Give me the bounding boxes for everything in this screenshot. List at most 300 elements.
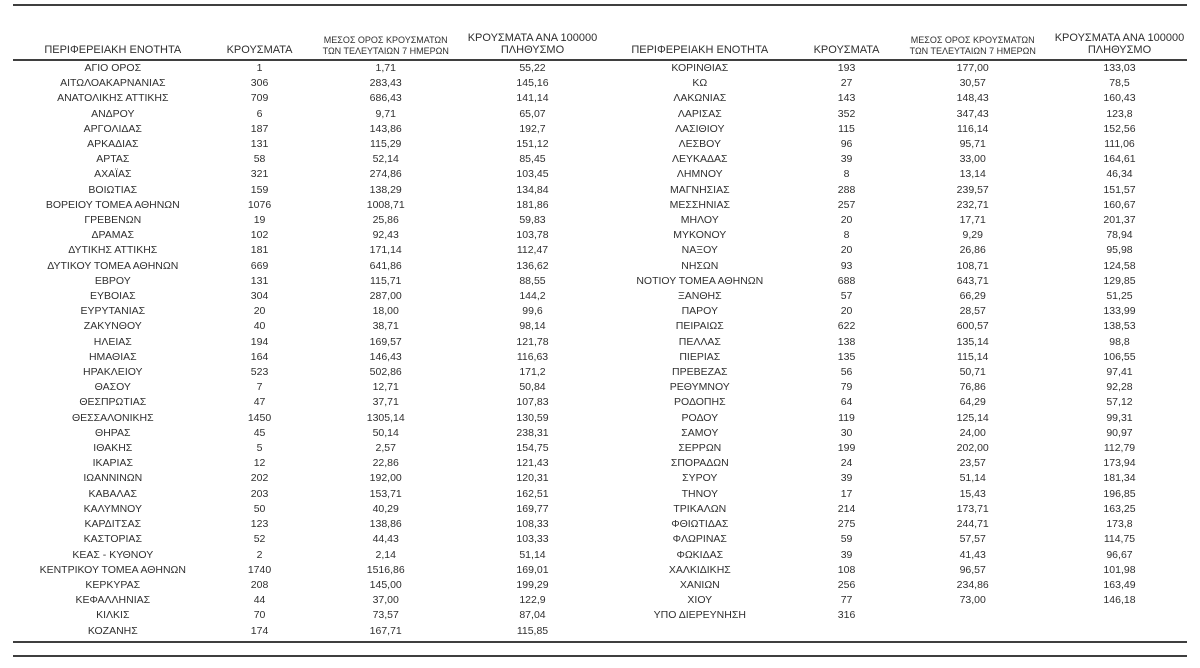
avg7-cell: 232,71 bbox=[956, 198, 989, 211]
region-cell: ΑΡΓΟΛΙΔΑΣ bbox=[83, 122, 142, 135]
table-row bbox=[600, 395, 1187, 410]
region-cell: ΒΟΡΕΙΟΥ ΤΟΜΕΑ ΑΘΗΝΩΝ bbox=[45, 198, 180, 211]
cases-cell: 5 bbox=[256, 442, 263, 455]
table-row bbox=[600, 426, 1187, 441]
table-row bbox=[13, 578, 600, 593]
table-row bbox=[13, 137, 600, 152]
avg7-cell: 18,00 bbox=[372, 305, 399, 318]
cases-cell: 40 bbox=[253, 320, 266, 333]
region-cell: ΚΟΡΙΝΘΙΑΣ bbox=[671, 62, 729, 74]
per100k-cell: 90,97 bbox=[1106, 426, 1133, 439]
cases-cell: 256 bbox=[837, 578, 856, 591]
per100k-cell: 78,94 bbox=[1106, 229, 1133, 242]
cases-cell: 159 bbox=[250, 183, 269, 196]
avg7-cell: 167,71 bbox=[369, 624, 402, 637]
cases-cell: 56 bbox=[840, 366, 853, 379]
table-row bbox=[600, 532, 1187, 547]
table-row bbox=[600, 456, 1187, 471]
cases-cell: 17 bbox=[840, 487, 853, 500]
cases-cell: 27 bbox=[840, 77, 853, 90]
per100k-cell: 51,14 bbox=[519, 548, 546, 561]
per100k-cell: 151,57 bbox=[1103, 183, 1136, 196]
cases-cell: 203 bbox=[250, 487, 269, 500]
region-cell: ΥΠΟ ΔΙΕΡΕΥΝΗΣΗ bbox=[653, 609, 746, 622]
per100k-cell: 65,07 bbox=[519, 107, 546, 120]
cases-cell: 709 bbox=[250, 92, 269, 105]
table-row bbox=[13, 593, 600, 608]
cases-cell: 59 bbox=[840, 533, 853, 546]
cases-cell: 57 bbox=[840, 290, 853, 303]
region-cell: ΑΙΤΩΛΟΑΚΑΡΝΑΝΙΑΣ bbox=[60, 77, 166, 90]
cases-cell: 214 bbox=[837, 502, 856, 515]
cases-cell: 52 bbox=[253, 533, 266, 546]
cases-cell: 45 bbox=[253, 426, 266, 439]
table-row bbox=[13, 274, 600, 289]
per100k-cell: 103,78 bbox=[516, 229, 549, 242]
per100k-cell: 173,8 bbox=[1106, 518, 1133, 531]
cases-cell: 202 bbox=[250, 472, 269, 485]
table-row bbox=[13, 335, 600, 350]
table-row bbox=[600, 441, 1187, 456]
avg7-cell: 643,71 bbox=[956, 274, 989, 287]
avg7-cell: 73,00 bbox=[959, 594, 986, 607]
avg7-cell: 138,29 bbox=[369, 183, 402, 196]
table-row bbox=[13, 441, 600, 456]
table-row bbox=[600, 213, 1187, 228]
avg7-cell: 502,86 bbox=[369, 366, 402, 379]
cases-cell: 64 bbox=[840, 396, 853, 409]
cases-cell: 8 bbox=[843, 229, 850, 242]
region-cell: ΖΑΚΥΝΘΟΥ bbox=[83, 320, 142, 333]
cases-cell: 108 bbox=[837, 563, 856, 576]
cases-cell: 20 bbox=[253, 305, 266, 318]
avg7-cell: 30,57 bbox=[959, 77, 986, 90]
cases-cell: 306 bbox=[250, 77, 269, 90]
cases-cell: 6 bbox=[256, 107, 263, 120]
per100k-cell: 55,22 bbox=[519, 62, 546, 74]
regional-cases-table-right bbox=[600, 6, 1187, 624]
avg7-cell: 600,57 bbox=[956, 320, 989, 333]
per100k-cell: 151,12 bbox=[516, 138, 549, 151]
region-cell: ΚΕΡΚΥΡΑΣ bbox=[85, 578, 141, 591]
per100k-cell: 171,2 bbox=[519, 366, 546, 379]
table-header-left bbox=[13, 6, 600, 60]
per100k-cell: 59,83 bbox=[519, 214, 546, 227]
avg7-cell: 148,43 bbox=[956, 92, 989, 105]
per100k-cell: 108,33 bbox=[516, 518, 549, 531]
table-row bbox=[13, 365, 600, 380]
table-row bbox=[13, 243, 600, 258]
per100k-cell: 51,25 bbox=[1106, 290, 1133, 303]
avg7-cell: 1,71 bbox=[375, 62, 396, 74]
cases-cell: 523 bbox=[250, 366, 269, 379]
cases-cell: 1076 bbox=[247, 198, 272, 211]
cases-cell: 131 bbox=[250, 274, 269, 287]
table-row bbox=[13, 152, 600, 167]
table-row bbox=[13, 426, 600, 441]
table-row bbox=[13, 198, 600, 213]
region-cell: ΣΠΟΡΑΔΩΝ bbox=[670, 457, 729, 470]
cases-cell: 1740 bbox=[247, 563, 272, 576]
table-row bbox=[13, 608, 600, 623]
per100k-cell: 120,31 bbox=[516, 472, 549, 485]
region-cell: ΛΑΡΙΣΑΣ bbox=[677, 107, 722, 120]
region-cell: ΣΥΡΟΥ bbox=[682, 472, 718, 485]
table-row bbox=[600, 517, 1187, 532]
per100k-cell: 134,84 bbox=[516, 183, 549, 196]
region-cell: ΝΗΣΩΝ bbox=[681, 259, 719, 272]
per100k-cell: 160,67 bbox=[1103, 198, 1136, 211]
region-cell: ΑΝΔΡΟΥ bbox=[91, 107, 135, 120]
per100k-cell: 85,45 bbox=[519, 153, 546, 166]
table-row bbox=[13, 167, 600, 182]
cases-cell: 194 bbox=[250, 335, 269, 348]
table-row bbox=[600, 335, 1187, 350]
avg7-cell: 125,14 bbox=[956, 411, 989, 424]
per100k-cell: 122,9 bbox=[519, 594, 546, 607]
table-row bbox=[13, 107, 600, 122]
per100k-cell: 97,41 bbox=[1106, 366, 1133, 379]
region-cell: ΚΕΦΑΛΛΗΝΙΑΣ bbox=[75, 594, 151, 607]
per100k-cell: 98,8 bbox=[1109, 335, 1130, 348]
per100k-cell: 152,56 bbox=[1103, 122, 1136, 135]
region-cell: ΛΗΜΝΟΥ bbox=[676, 168, 723, 181]
cases-cell: 208 bbox=[250, 578, 269, 591]
avg7-cell: 22,86 bbox=[372, 457, 399, 470]
per100k-cell: 146,18 bbox=[1103, 594, 1136, 607]
region-cell: ΙΩΑΝΝΙΝΩΝ bbox=[83, 472, 143, 485]
region-cell: ΚΕΑΣ - ΚΥΘΝΟΥ bbox=[72, 548, 154, 561]
region-cell: ΜΑΓΝΗΣΙΑΣ bbox=[669, 183, 730, 196]
cases-cell: 352 bbox=[837, 107, 856, 120]
region-cell: ΑΧΑΪΑΣ bbox=[94, 168, 132, 181]
region-cell: ΚΩ bbox=[692, 77, 708, 90]
per100k-cell: 87,04 bbox=[519, 609, 546, 622]
cases-cell: 30 bbox=[840, 426, 853, 439]
cases-cell: 1 bbox=[256, 62, 263, 74]
table-row bbox=[600, 76, 1187, 91]
region-cell: ΓΡΕΒΕΝΩΝ bbox=[84, 214, 142, 227]
per100k-cell: 164,61 bbox=[1103, 153, 1136, 166]
avg7-cell: 23,57 bbox=[959, 457, 986, 470]
cases-cell: 20 bbox=[840, 305, 853, 318]
page-bottom-rule bbox=[13, 655, 1187, 657]
region-cell: ΣΑΜΟΥ bbox=[681, 426, 719, 439]
table-row bbox=[600, 274, 1187, 289]
avg7-cell: 9,71 bbox=[375, 107, 396, 120]
avg7-cell: 38,71 bbox=[372, 320, 399, 333]
cases-cell: 102 bbox=[250, 229, 269, 242]
header-per100k: ΚΡΟΥΣΜΑΤΑ ΑΝΑ 100000 ΠΛΗΘΥΣΜΟ bbox=[465, 6, 600, 60]
avg7-cell: 244,71 bbox=[956, 518, 989, 531]
avg7-cell: 9,29 bbox=[962, 229, 983, 242]
avg7-cell: 1516,86 bbox=[366, 563, 405, 576]
avg7-cell: 41,43 bbox=[959, 548, 986, 561]
avg7-cell: 17,71 bbox=[959, 214, 986, 227]
cases-cell: 143 bbox=[837, 92, 856, 105]
cases-cell: 20 bbox=[840, 214, 853, 227]
region-cell: ΠΕΙΡΑΙΩΣ bbox=[675, 320, 724, 333]
header-avg7: ΜΕΣΟΣ ΟΡΟΣ ΚΡΟΥΣΜΑΤΩΝ ΤΩΝ ΤΕΛΕΥΤΑΙΩΝ 7 ΗΜΕΡΩΝ bbox=[306, 6, 464, 60]
per100k-cell: 141,14 bbox=[516, 92, 549, 105]
region-cell: ΦΛΩΡΙΝΑΣ bbox=[672, 533, 727, 546]
cases-cell: 39 bbox=[840, 153, 853, 166]
cases-cell: 115 bbox=[838, 122, 855, 135]
per100k-cell: 88,55 bbox=[519, 274, 546, 287]
per100k-cell: 173,94 bbox=[1103, 457, 1136, 470]
region-cell: ΘΑΣΟΥ bbox=[94, 381, 131, 394]
per100k-cell: 46,34 bbox=[1106, 168, 1133, 181]
avg7-cell: 96,57 bbox=[959, 563, 986, 576]
per100k-cell: 129,85 bbox=[1103, 274, 1136, 287]
per100k-cell: 98,14 bbox=[519, 320, 546, 333]
region-cell: ΑΡΤΑΣ bbox=[96, 153, 130, 166]
table-row bbox=[600, 471, 1187, 486]
avg7-cell: 1305,14 bbox=[366, 411, 405, 424]
cases-cell: 131 bbox=[250, 138, 269, 151]
cases-cell: 2 bbox=[256, 548, 263, 561]
avg7-cell: 92,43 bbox=[372, 229, 399, 242]
region-cell: ΛΕΣΒΟΥ bbox=[678, 138, 721, 151]
cases-cell: 316 bbox=[837, 609, 856, 622]
table-row bbox=[13, 456, 600, 471]
avg7-cell: 64,29 bbox=[959, 396, 986, 409]
avg7-cell: 115,71 bbox=[370, 274, 402, 287]
table-row bbox=[13, 517, 600, 532]
region-cell: ΧΑΛΚΙΔΙΚΗΣ bbox=[668, 563, 731, 576]
region-cell: ΜΗΛΟΥ bbox=[680, 214, 719, 227]
region-cell: ΘΗΡΑΣ bbox=[95, 426, 131, 439]
cases-cell: 174 bbox=[250, 624, 269, 637]
table-row bbox=[13, 76, 600, 91]
table-row bbox=[600, 319, 1187, 334]
table-row bbox=[13, 319, 600, 334]
region-cell: ΔΥΤΙΚΗΣ ΑΤΤΙΚΗΣ bbox=[68, 244, 158, 257]
per100k-cell: 138,53 bbox=[1103, 320, 1136, 333]
table-row bbox=[600, 350, 1187, 365]
table-row bbox=[600, 198, 1187, 213]
table-row bbox=[13, 395, 600, 410]
cases-cell: 123 bbox=[250, 518, 269, 531]
table-row bbox=[13, 380, 600, 395]
per100k-cell: 163,49 bbox=[1103, 578, 1136, 591]
table-row bbox=[13, 228, 600, 243]
per100k-cell: 115,85 bbox=[516, 624, 549, 637]
region-cell: ΛΕΥΚΑΔΑΣ bbox=[672, 153, 728, 166]
per100k-cell: 144,2 bbox=[519, 290, 546, 303]
table-row bbox=[600, 548, 1187, 563]
table-row bbox=[600, 563, 1187, 578]
per100k-cell: 99,6 bbox=[522, 305, 543, 318]
per100k-cell: 92,28 bbox=[1106, 381, 1133, 394]
per100k-cell: 199,29 bbox=[516, 578, 549, 591]
regional-cases-table-left bbox=[13, 6, 600, 639]
table-row bbox=[600, 91, 1187, 106]
avg7-cell: 108,71 bbox=[956, 259, 989, 272]
cases-cell: 70 bbox=[253, 609, 266, 622]
cases-cell: 58 bbox=[253, 153, 266, 166]
table-body-right bbox=[600, 60, 1187, 624]
avg7-cell: 66,29 bbox=[959, 290, 986, 303]
avg7-cell: 13,14 bbox=[959, 168, 986, 181]
avg7-cell: 153,71 bbox=[369, 487, 402, 500]
avg7-cell: 57,57 bbox=[959, 533, 986, 546]
cases-cell: 304 bbox=[250, 290, 269, 303]
region-cell: ΑΝΑΤΟΛΙΚΗΣ ΑΤΤΙΚΗΣ bbox=[57, 92, 169, 105]
cases-cell: 44 bbox=[253, 594, 266, 607]
per100k-cell: 196,85 bbox=[1103, 487, 1136, 500]
per100k-cell: 99,31 bbox=[1106, 411, 1133, 424]
avg7-cell: 15,43 bbox=[959, 487, 986, 500]
table-row bbox=[13, 259, 600, 274]
per100k-cell: 101,98 bbox=[1103, 563, 1136, 576]
table-row bbox=[600, 259, 1187, 274]
region-cell: ΠΡΕΒΕΖΑΣ bbox=[672, 366, 728, 379]
region-cell: ΚΑΡΔΙΤΣΑΣ bbox=[84, 518, 142, 531]
cases-cell: 321 bbox=[250, 168, 269, 181]
table-row bbox=[13, 471, 600, 486]
region-cell: ΔΥΤΙΚΟΥ ΤΟΜΕΑ ΑΘΗΝΩΝ bbox=[47, 259, 179, 272]
cases-cell: 193 bbox=[837, 62, 856, 74]
avg7-cell: 95,71 bbox=[959, 138, 986, 151]
cases-cell: 77 bbox=[840, 594, 853, 607]
avg7-cell: 347,43 bbox=[956, 107, 989, 120]
per100k-cell: 123,8 bbox=[1106, 107, 1133, 120]
header-region: ΠΕΡΙΦΕΡΕΙΑΚΗ ΕΝΟΤΗΤΑ bbox=[600, 6, 800, 60]
avg7-cell: 73,57 bbox=[372, 609, 399, 622]
region-cell: ΘΕΣΠΡΩΤΙΑΣ bbox=[79, 396, 147, 409]
per100k-cell: 103,33 bbox=[516, 533, 549, 546]
table-bottom-rule bbox=[13, 641, 1187, 643]
avg7-cell: 169,57 bbox=[369, 335, 402, 348]
table-row bbox=[600, 578, 1187, 593]
cases-cell: 688 bbox=[837, 274, 856, 287]
avg7-cell: 143,86 bbox=[369, 122, 402, 135]
region-cell: ΕΥΒΟΙΑΣ bbox=[89, 290, 136, 303]
region-cell: ΑΓΙΟ ΟΡΟΣ bbox=[84, 62, 142, 74]
region-cell: ΒΟΙΩΤΙΑΣ bbox=[88, 183, 138, 196]
avg7-cell: 51,14 bbox=[959, 472, 986, 485]
per100k-cell: 116,63 bbox=[516, 350, 549, 363]
avg7-cell: 274,86 bbox=[369, 168, 402, 181]
table-row bbox=[600, 152, 1187, 167]
per100k-cell: 160,43 bbox=[1103, 92, 1136, 105]
avg7-cell: 146,43 bbox=[369, 350, 402, 363]
region-cell: ΞΑΝΘΗΣ bbox=[677, 290, 722, 303]
cases-cell: 199 bbox=[837, 442, 856, 455]
region-cell: ΗΡΑΚΛΕΙΟΥ bbox=[82, 366, 143, 379]
per100k-cell: 169,01 bbox=[516, 563, 549, 576]
header-avg7: ΜΕΣΟΣ ΟΡΟΣ ΚΡΟΥΣΜΑΤΩΝ ΤΩΝ ΤΕΛΕΥΤΑΙΩΝ 7 ΗΜΕΡΩΝ bbox=[893, 6, 1051, 60]
table-row bbox=[600, 122, 1187, 137]
cases-cell: 12 bbox=[253, 457, 266, 470]
cases-cell: 20 bbox=[840, 244, 853, 257]
avg7-cell: 2,14 bbox=[375, 548, 396, 561]
table-row bbox=[600, 365, 1187, 380]
region-cell: ΦΩΚΙΔΑΣ bbox=[676, 548, 724, 561]
per100k-cell: 112,47 bbox=[516, 244, 549, 257]
table-header-right bbox=[600, 6, 1187, 60]
per100k-cell: 201,37 bbox=[1103, 214, 1136, 227]
table-row bbox=[13, 350, 600, 365]
per100k-cell: 121,43 bbox=[516, 457, 549, 470]
avg7-cell: 171,14 bbox=[369, 244, 402, 257]
per100k-cell: 181,86 bbox=[516, 198, 549, 211]
table-row bbox=[600, 137, 1187, 152]
region-cell: ΗΜΑΘΙΑΣ bbox=[88, 350, 137, 363]
table-row bbox=[600, 243, 1187, 258]
avg7-cell: 135,14 bbox=[956, 335, 989, 348]
per100k-cell: 112,79 bbox=[1103, 442, 1136, 455]
cases-cell: 39 bbox=[840, 472, 853, 485]
avg7-cell: 52,14 bbox=[372, 153, 399, 166]
footer-rules bbox=[13, 641, 1187, 657]
per100k-cell: 163,25 bbox=[1103, 502, 1136, 515]
region-cell: ΚΟΖΑΝΗΣ bbox=[87, 624, 138, 637]
regional-cases-tables bbox=[13, 6, 1187, 639]
cases-cell: 187 bbox=[250, 122, 269, 135]
avg7-cell: 37,00 bbox=[372, 594, 399, 607]
per100k-cell bbox=[1052, 608, 1187, 623]
table-row bbox=[600, 60, 1187, 76]
table-row bbox=[600, 289, 1187, 304]
table-row bbox=[13, 91, 600, 106]
per100k-cell: 133,99 bbox=[1103, 305, 1136, 318]
avg7-cell: 283,43 bbox=[369, 77, 402, 90]
region-cell: ΣΕΡΡΩΝ bbox=[678, 442, 722, 455]
cases-cell: 288 bbox=[837, 183, 856, 196]
cases-cell: 119 bbox=[838, 411, 855, 424]
avg7-cell: 177,00 bbox=[956, 62, 989, 74]
per100k-cell: 121,78 bbox=[516, 335, 549, 348]
table-row bbox=[600, 487, 1187, 502]
avg7-cell: 234,86 bbox=[956, 578, 989, 591]
table-row bbox=[600, 107, 1187, 122]
per100k-cell: 169,77 bbox=[516, 502, 549, 515]
cases-cell: 138 bbox=[837, 335, 856, 348]
per100k-cell: 136,62 bbox=[516, 259, 549, 272]
avg7-cell: 192,00 bbox=[369, 472, 402, 485]
avg7-cell: 26,86 bbox=[959, 244, 986, 257]
cases-cell: 47 bbox=[253, 396, 266, 409]
cases-cell: 1450 bbox=[247, 411, 272, 424]
cases-cell: 164 bbox=[250, 350, 269, 363]
per100k-cell: 192,7 bbox=[519, 122, 546, 135]
per100k-cell: 162,51 bbox=[516, 487, 549, 500]
table-row bbox=[600, 380, 1187, 395]
per100k-cell: 238,31 bbox=[516, 426, 549, 439]
per100k-cell: 96,67 bbox=[1106, 548, 1133, 561]
region-cell: ΚΑΛΥΜΝΟΥ bbox=[83, 502, 142, 515]
avg7-cell: 40,29 bbox=[372, 502, 399, 515]
avg7-cell: 116,14 bbox=[957, 122, 989, 135]
per100k-cell: 154,75 bbox=[516, 442, 549, 455]
region-cell: ΝΑΞΟΥ bbox=[681, 244, 718, 257]
table-row bbox=[13, 411, 600, 426]
header-per100k: ΚΡΟΥΣΜΑΤΑ ΑΝΑ 100000 ΠΛΗΘΥΣΜΟ bbox=[1052, 6, 1187, 60]
avg7-cell: 173,71 bbox=[956, 502, 989, 515]
avg7-cell: 76,86 bbox=[959, 381, 986, 394]
avg7-cell: 686,43 bbox=[369, 92, 402, 105]
cases-cell: 135 bbox=[837, 350, 856, 363]
table-row bbox=[600, 304, 1187, 319]
region-cell: ΛΑΣΙΘΙΟΥ bbox=[675, 122, 725, 135]
avg7-cell: 12,71 bbox=[372, 381, 399, 394]
table-row bbox=[13, 532, 600, 547]
region-cell: ΚΙΛΚΙΣ bbox=[96, 609, 130, 622]
avg7-cell: 50,14 bbox=[372, 426, 399, 439]
cases-cell: 8 bbox=[843, 168, 850, 181]
